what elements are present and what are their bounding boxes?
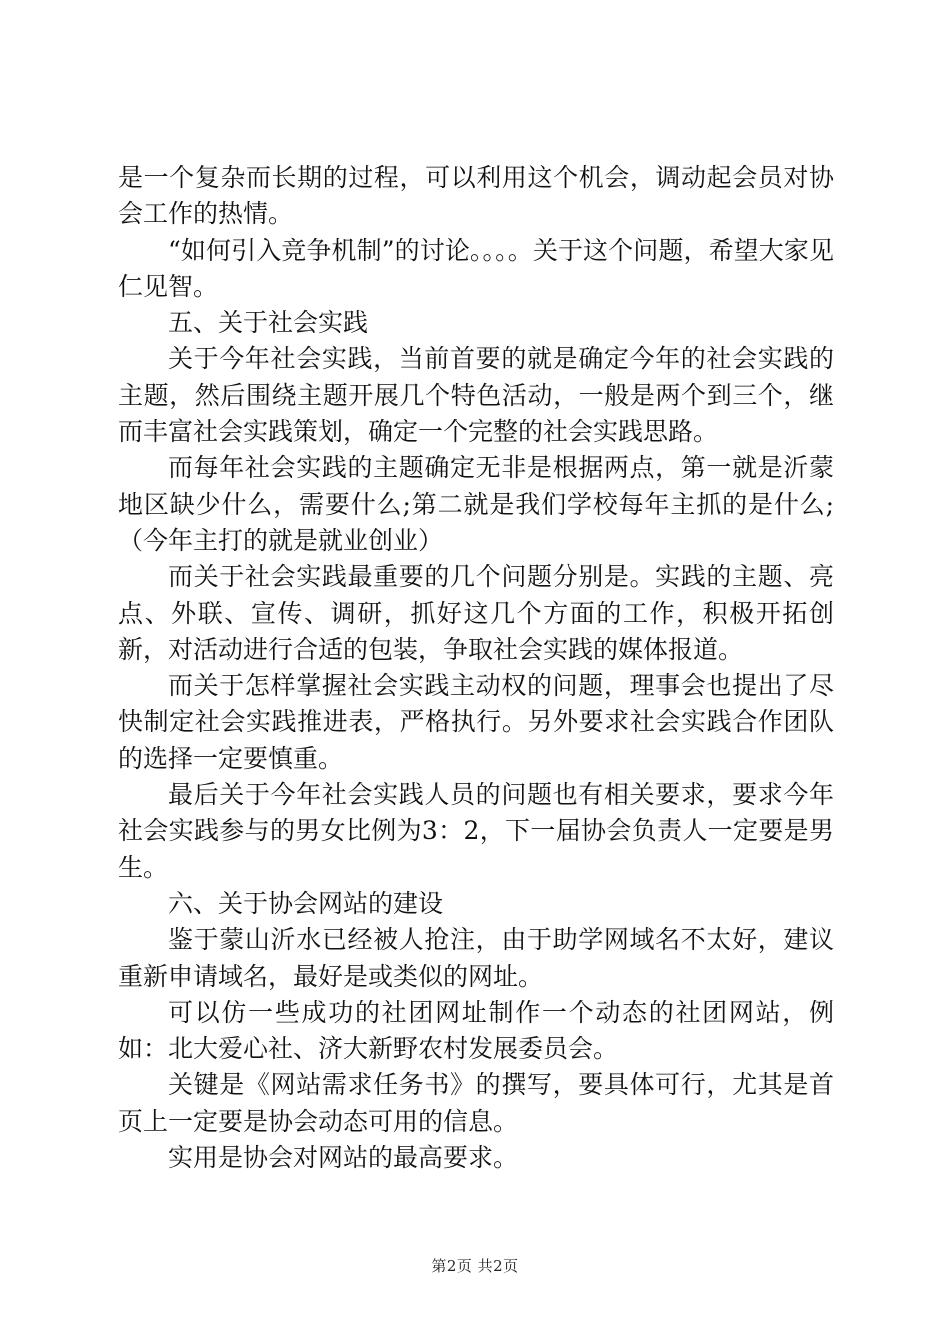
paragraph-practicality: 实用是协会对网站的最高要求。 xyxy=(168,1143,519,1173)
paragraph-requirements-doc: 关键是《网站需求任务书》的撰写，要具体可行，尤其是首页上一定要是协会动态可用的信息。 xyxy=(118,1070,834,1136)
paragraph-dynamic-site: 可以仿一些成功的社团网址制作一个动态的社团网站，例如：北大爱心社、济大新野农村发展委员会。 xyxy=(118,997,834,1064)
paragraph-initiative: 而关于怎样掌握社会实践主动权的问题，理事会也提出了尽快制定社会实践推进表，严格执行。另外要求社会实践合作团队的选择一定要慎重。 xyxy=(118,671,834,773)
paragraph-key-issues: 而关于社会实践最重要的几个问题分别是。实践的主题、亮点、外联、宣传、调研，抓好这几个方面的工作，积极开拓创新，对活动进行合适的包装，争取社会实践的媒体报道。 xyxy=(118,562,834,664)
paragraph-continuation: 是一个复杂而长期的过程，可以利用这个机会，调动起会员对协会工作的热情。 xyxy=(118,163,834,229)
paragraph-practice-theme: 关于今年社会实践，当前首要的就是确定今年的社会实践的主题，然后围绕主题开展几个特色活动，一般是两个到三个，继而丰富社会实践策划，确定一个完整的社会实践思路。 xyxy=(118,344,834,447)
paragraph-domain: 鉴于蒙山沂水已经被人抢注，由于助学网域名不太好，建议重新申请域名，最好是或类似的网址。 xyxy=(118,925,834,991)
section-heading-social-practice: 五、关于社会实践 xyxy=(168,308,369,338)
page-number-footer: 第2页 共2页 xyxy=(431,1257,519,1275)
paragraph-theme-basis: 而每年社会实践的主题确定无非是根据两点，第一就是沂蒙地区缺少什么，需要什么;第二就是我们学校每年主抓的是什么;（今年主打的就是就业创业） xyxy=(118,453,834,555)
section-heading-website: 六、关于协会网站的建设 xyxy=(168,888,444,918)
paragraph-personnel: 最后关于今年社会实践人员的问题也有相关要求，要求今年社会实践参与的男女比例为3：2，下一届协会负责人一定要是男生。 xyxy=(118,780,834,882)
document-body xyxy=(118,160,834,1176)
paragraph-competition: “如何引入竞争机制”的讨论。。。。关于这个问题，希望大家见仁见智。 xyxy=(118,235,834,301)
